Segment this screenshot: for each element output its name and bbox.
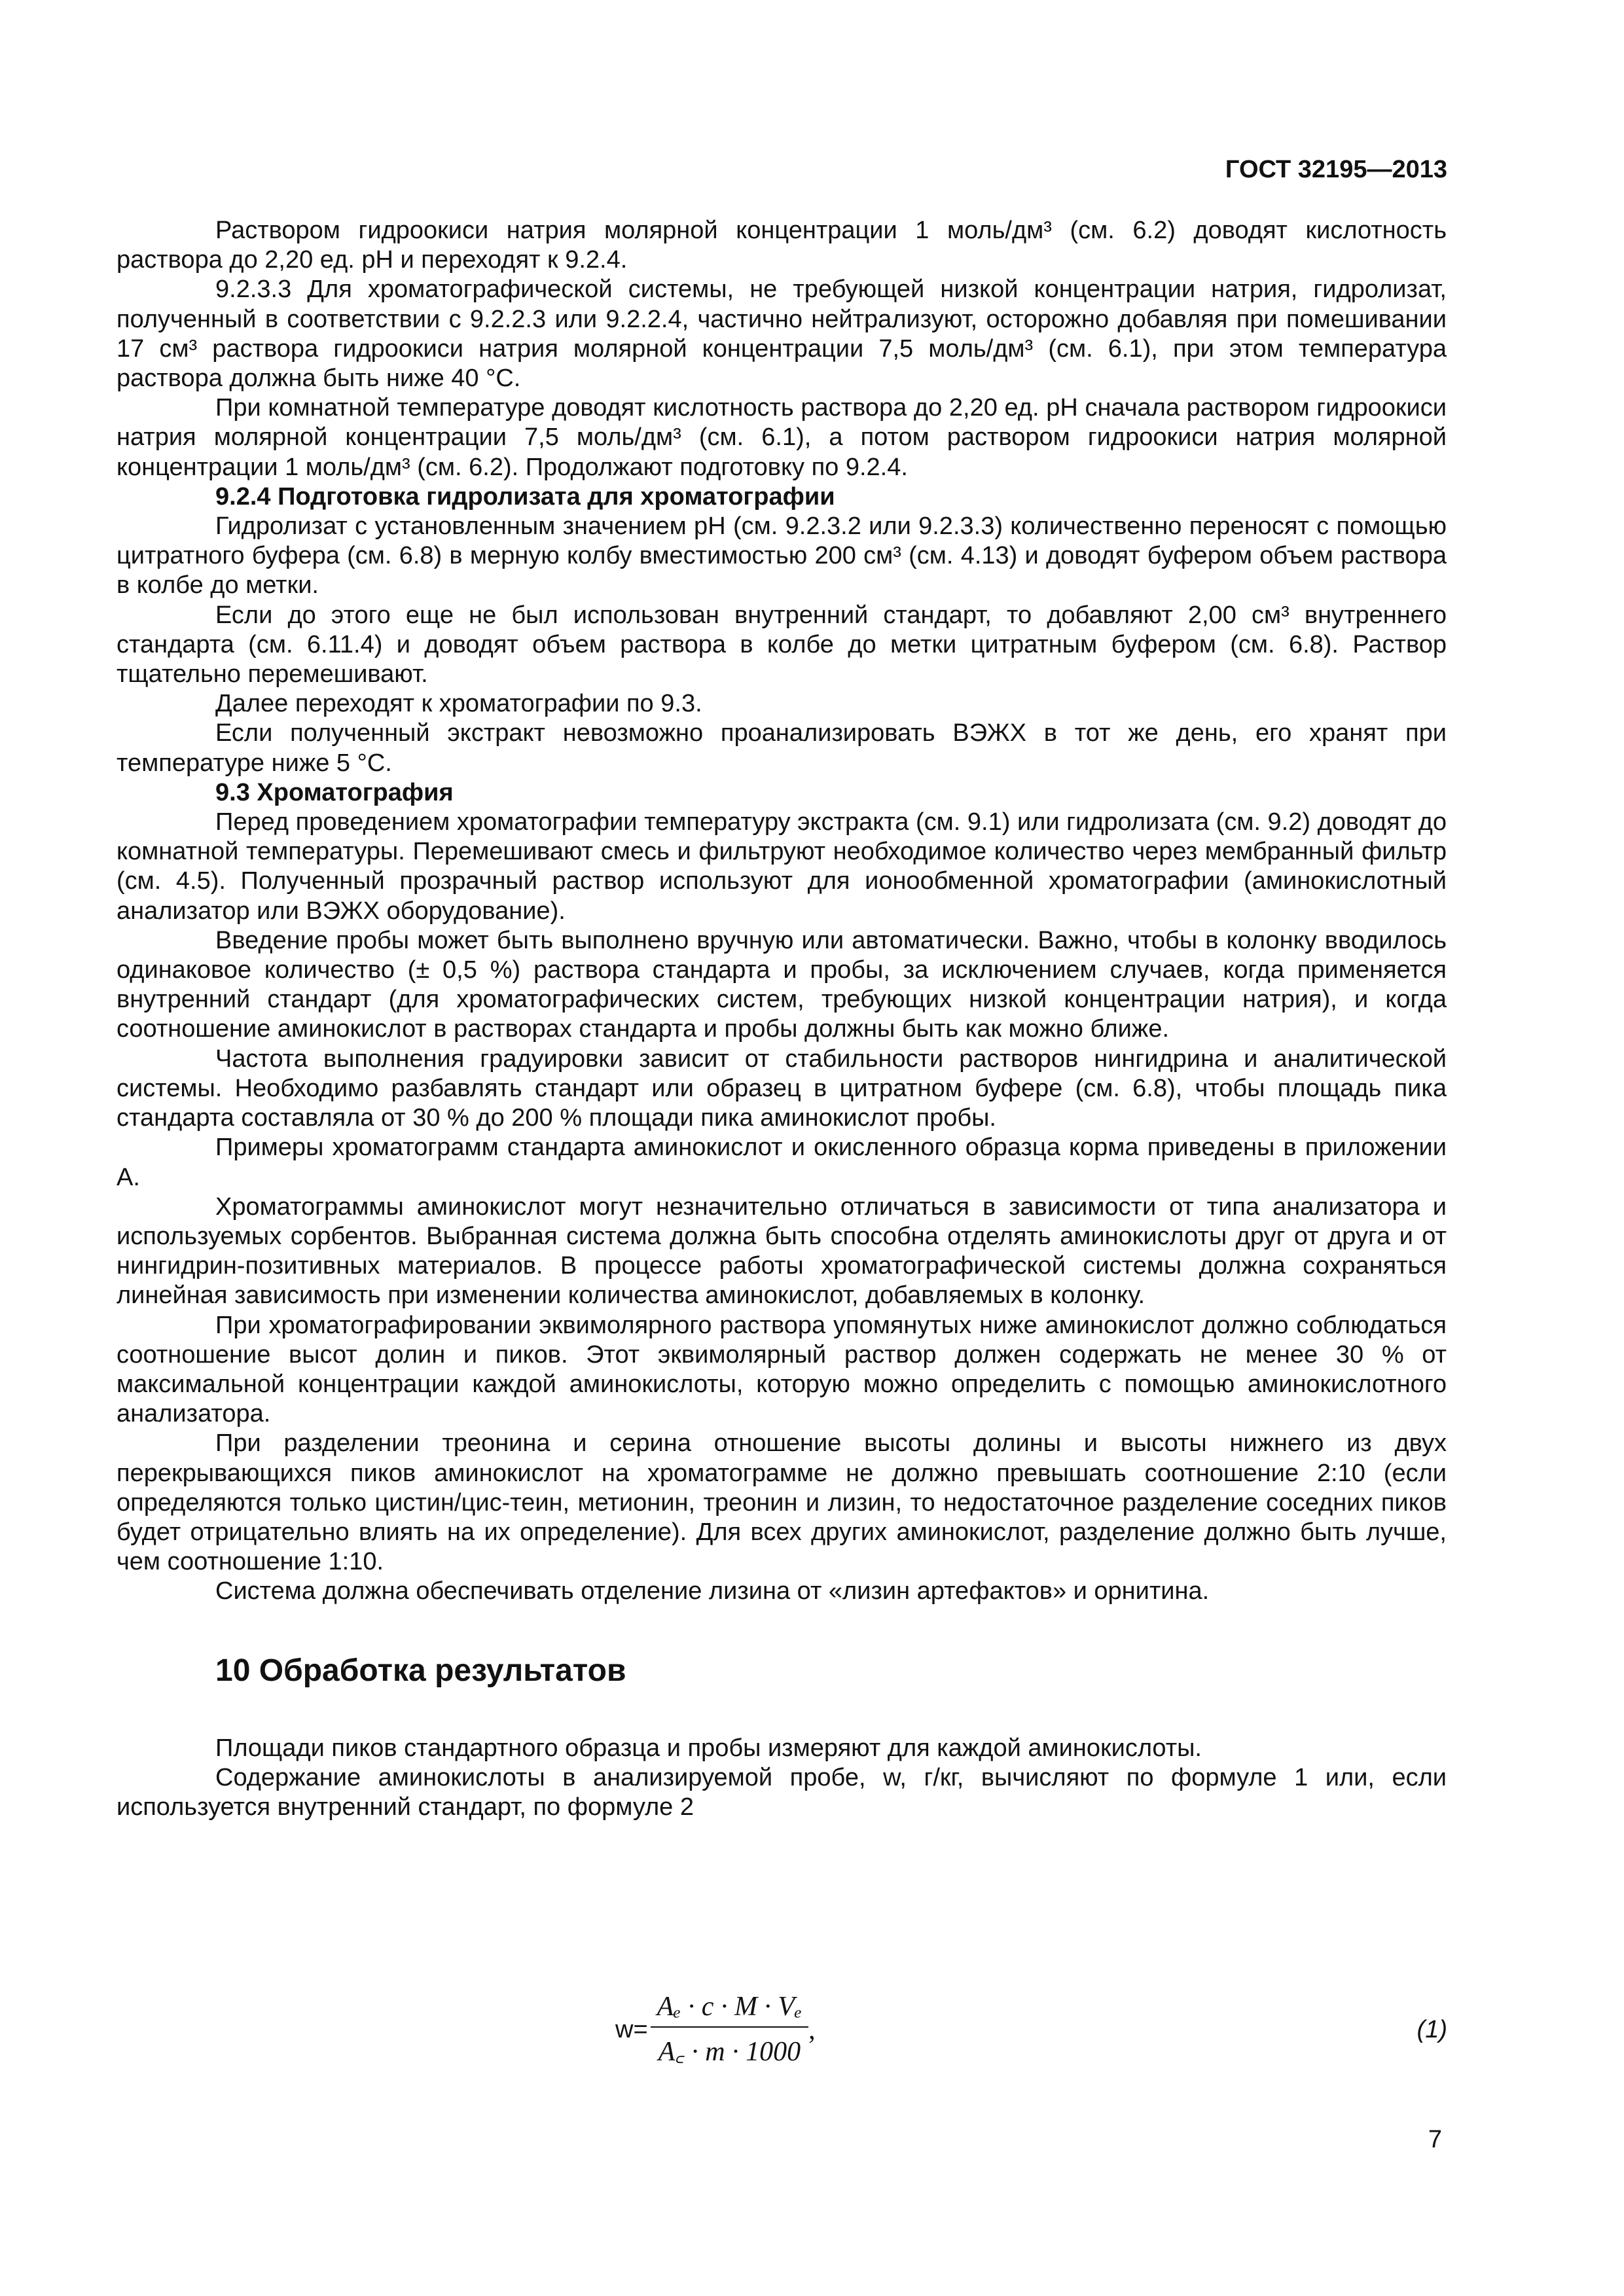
formula-lhs: w= [615,2016,648,2043]
document-header: ГОСТ 32195—2013 [1225,156,1447,183]
paragraph: Частота выполнения градуировки зависит от стабильности растворов нингидрина и аналитической системы. Необходимо разбавлять стандарт или образец в цитратном буфере (см. 6.8), чтобы площадь пика стандарта составляла от 30 % до 200 % площади пика аминокислот пробы. [117,1045,1447,1132]
formula-trailing: , [808,2015,816,2045]
paragraph: Система должна обеспечивать отделение лизина от «лизин артефактов» и орнитина. [215,1577,1210,1605]
paragraph: Если до этого еще не был использован внутренний стандарт, то добавляют 2,00 см³ внутреннего стандарта (см. 6.11.4) и доводят объем раствора в колбе до метки цитратным буфером (см. 6.8). Раствор тщательно перемешивают. [117,601,1447,689]
paragraph: Гидролизат с установленным значением рН (см. 9.2.3.2 или 9.2.3.3) количественно переносят с помощью цитратного буфера (см. 6.8) в мерную колбу вместимостью 200 см³ (см. 4.13) и доводят буфером объем раствора в колбе до метки. [117,512,1447,600]
paragraph: Если полученный экстракт невозможно проанализировать ВЭЖХ в тот же день, его хранят при температуре ниже 5 °С. [117,719,1447,777]
formula-1 [615,1991,816,2069]
formula-numerator: Aₑ · c · M · Vₑ [651,1991,808,2028]
subsection-heading: 9.3 Хроматография [215,778,454,806]
formula-denominator: A꜀ · m · 1000 [658,2037,801,2067]
paragraph: При комнатной температуре доводят кислотность раствора до 2,20 ед. рН сначала раствором гидроокиси натрия молярной концентрации 7,5 моль/дм³ (см. 6.1), а потом раствором гидроокиси натрия молярной концентрации 1 моль/дм³ (см. 6.2). Продолжают подготовку по 9.2.4. [117,394,1447,481]
paragraph: При хроматографировании эквимолярного раствора упомянутых ниже аминокислот должно соблюдаться соотношение высот долин и пиков. Этот эквимолярный раствор должен содержать не менее 30 % от максимальной концентрации каждой аминокислоты, которую можно определить с помощью аминокислотного анализатора. [117,1311,1447,1428]
paragraph: Раствором гидроокиси натрия молярной концентрации 1 моль/дм³ (см. 6.2) доводят кислотность раствора до 2,20 ед. рН и переходят к 9.2.4. [117,217,1447,274]
paragraph: Введение пробы может быть выполнено вручную или автоматически. Важно, чтобы в колонку вводилось одинаковое количество (± 0,5 %) раствора стандарта и пробы, за исключением случаев, когда применяется внутренний стандарт (для хроматографических систем, требующих низкой концентрации натрия), и когда соотношение аминокислот в растворах стандарта и пробы должны быть как можно ближе. [117,926,1447,1043]
paragraph: Далее переходят к хроматографии по 9.3. [215,690,702,718]
page-number: 7 [1428,2126,1442,2153]
subsection-heading: 9.2.4 Подготовка гидролизата для хроматографии [215,482,835,511]
paragraph: Хроматограммы аминокислот могут незначительно отличаться в зависимости от типа анализатора и используемых сорбентов. Выбранная система должна быть способна отделять аминокислоты друг от друга и от нингидрин-позитивных материалов. В процессе работы хроматографической системы должна сохраняться линейная зависимость при изменении количества аминокислот, добавляемых в колонку. [117,1193,1447,1310]
formula-fraction [651,1991,808,2069]
paragraph: Содержание аминокислоты в анализируемой пробе, w, г/кг, вычисляют по формуле 1 или, если используется внутренний стандарт, по формуле 2 [117,1763,1447,1821]
paragraph: Примеры хроматограмм стандарта аминокислот и окисленного образца корма приведены в приложении А. [117,1134,1447,1191]
body-text [117,216,1447,1822]
paragraph: При разделении треонина и серина отношение высоты долины и высоты нижнего из двух перекрывающихся пиков аминокислот на хроматограмме не должно превышать соотношение 2:10 (если определяются только цистин/цис-теин, метионин, треонин и лизин, то недостаточное разделение соседних пиков будет отрицательно влиять на их определение). Для всех других аминокислот, разделение должно быть лучше, чем соотношение 1:10. [117,1429,1447,1576]
paragraph: 9.2.3.3 Для хроматографической системы, не требующей низкой концентрации натрия, гидролизат, полученный в соответствии с 9.2.2.3 или 9.2.2.4, частично нейтрализуют, осторожно добавляя при помешивании 17 см³ раствора гидроокиси натрия молярной концентрации 7,5 моль/дм³ (см. 6.1), при этом температура раствора должна быть ниже 40 °С. [117,276,1447,393]
formula-number: (1) [1416,2016,1447,2043]
paragraph: Перед проведением хроматографии температуру экстракта (см. 9.1) или гидролизата (см. 9.2) доводят до комнатной температуры. Перемешивают смесь и фильтруют необходимое количество через мембранный фильтр (см. 4.5). Полученный прозрачный раствор используют для ионообменной хроматографии (аминокислотный анализатор или ВЭЖХ оборудование). [117,808,1447,925]
section-heading: 10 Обработка результатов [215,1653,626,1688]
paragraph: Площади пиков стандартного образца и пробы измеряют для каждой аминокислоты. [215,1734,1202,1762]
